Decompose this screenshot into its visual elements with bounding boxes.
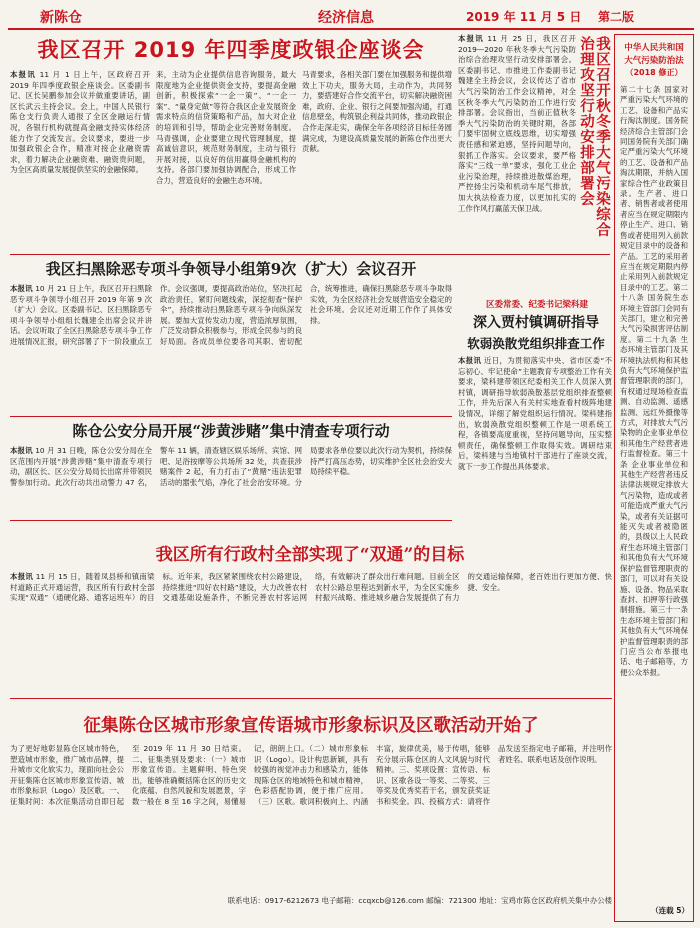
article1-text1: 11 月 1 日上午，区政府召开 2019 年四季度政银企座谈会。区委副书记、区长吴鹏参加会议并做重要讲话，副区长武云主持会议。会上，中国人民银行陈仓支行负责人通报了全区金融运行情况，各银行机构就提高金融支持实体经济能力作了交流发言。会议要求，要进一步加强政银企合作，精准对接企业融资需求，着力解决企业融资难、融资贵问题，为全区高质量发展提供坚实的金融保障。: [10, 70, 150, 175]
issue-date: 2019 年 11 月 5 日: [466, 10, 582, 24]
article4-kicker: 区委常委、纪委书记梁科建: [485, 300, 588, 310]
article7-contact: 联系电话：0917-6212673 电子邮箱：ccqxcb@126.com 邮编：721300 地址：宝鸡市陈仓区政府机关集中办公楼: [227, 896, 612, 905]
article3-body: [10, 284, 452, 414]
article3-text: 10 月 21 日上午，我区召开扫黑除恶专项斗争领导小组召开 2019 年第 9 次（扩大）会议。区委副书记、区扫黑除恶专项斗争领导小组组长魏建全出席会议并讲话。会议听取了全区扫黑除恶专项斗争工作进展情况汇报，研究部署了下一阶段重点工作。会议强调，要提高政治站位，坚决扛起政治责任，紧盯问题线索，深挖彻查“保护伞”，持续推动扫黑除恶专项斗争向纵深发展。要加大宣传发动力度，营造浓厚氛围，广泛发动群众积极参与，形成全民参与的良好局面。各成员单位要各司其职、密切配合，统筹推进，确保扫黑除恶专项斗争取得实效，为全区经济社会发展营造安全稳定的社会环境。会议还对近期工作作了具体安排。: [10, 284, 452, 346]
article6-body: [10, 572, 612, 692]
article1-title: 我区召开 2019 年四季度政银企座谈会: [37, 38, 425, 62]
section-name: 经济信息: [318, 10, 374, 26]
article1-col1: [10, 70, 150, 250]
page-header: [0, 0, 700, 28]
article1-col3: 马青要求，各相关部门要在加强服务和提供增效上下功夫，服务大局，主动作为，共同努力，要搭建好合作交流平台，切实解决融资困难，政府、企业、银行之间要加强沟通，打通信息壁垒，构筑银企利益共同体，推动政银企合作走深走实，确保全年各项经济目标任务圆满完成，为建设高质量发展的新陈仓作出更大贡献。: [302, 70, 452, 154]
article3-title: 我区扫黑除恶专项斗争领导小组第9次（扩大）会议召开: [45, 260, 417, 278]
divider-3: [10, 520, 452, 521]
article4-text: 近日，为贯彻落实中央、省市区委“不忘初心、牢记使命”主题教育专项整治工作有关要求，梁科建带领区纪委相关工作人员深入贾村镇，调研指导软弱涣散基层党组织排查整顿工作，并先后深入有关村实地查看村级阵地建设情况，详细了解党组织运行情况。梁科建指出，软弱涣散党组织整顿工作是一项系统工程，各镇要高度重视，坚持问题导向，压实整顿责任，确保整顿工作取得实效。调研结束后，梁科建与当地镇村干部进行了座谈交流，就下一步工作提出具体要求。: [458, 356, 612, 471]
article5-body: [10, 446, 452, 518]
sidebar-body: 第二十七条 国家对严重污染大气环境的工艺、设备和产品实行淘汰制度。国务院经济综合主管部门会同国务院有关部门确定严重污染大气环境的工艺、设备和产品淘汰期限，并纳入国家综合性产业政策目录。生产者、进口者、销售者或者使用者应当在规定期限内停止生产、进口、销售或者使用列入前款规定目录中的设备和产品。工艺的采用者应当在规定期限内停止采用列入前款规定目录中的工艺。第二十八条 国务院生态环境主管部门会同有关部门，建立和完善大气污染损害评估制度。第二十九条 生态环境主管部门及其环境执法机构和其他负有大气环境保护监督管理职责的部门，有权通过现场检查监测、自动监测、遥感监测、远红外摄像等方式，对排放大气污染物的企业事业单位和其他生产经营者进行监督检查。第三十条 企业事业单位和其他生产经营者违反法律法规规定排放大气污染物，造成或者可能造成严重大气污染，或者有关证据可能灭失或者被隐匿的，县级以上人民政府生态环境主管部门和其他负有大气环境保护监督管理职责的部门，可以对有关设施、设备、物品采取查封、扣押等行政强制措施。第三十一条 生态环境主管部门和其他负有大气环境保护监督管理职责的部门应当公布举报电话、电子邮箱等，方便公众举报。: [620, 85, 688, 677]
article2-text: 11 月 25 日，我区召开 2019—2020 年秋冬季大气污染防治综合治理攻坚行动安排部署会。区委副书记、市推进工作委副书记魏建全主持会议，会议传达了省市大气污染防治工作会议精神，对全区秋冬季大气污染防治工作进行安排部署。会议指出，当前正值秋冬季大气污染防治的关键时期，各部门要牢固树立底线思维，切实增强责任感和紧迫感，坚持问题导向，狠抓工作落实。会议要求，要严格落实“三线一单”要求，强化工业企业污染治理，持续推进散煤治理，严控扬尘污染和机动车尾气排放，加大执法检查力度，以更加扎实的工作作风打赢蓝天保卫战。: [458, 34, 576, 213]
law-sidebar: [614, 34, 694, 922]
article2-vertical-title: 我区召开秋冬季大气污染综合治理攻坚行动安排部署会: [578, 36, 610, 238]
divider-4: [10, 698, 612, 699]
article4-lead: 本报讯: [458, 356, 482, 365]
divider-1: [10, 254, 610, 255]
masthead: 新陈仓: [40, 10, 82, 26]
article6-text: 11 月 15 日，随着凤县桥和镇南梁村道路正式开通运营，我区所有行政村全部实现“双通”（通硬化路、通客运班车）的目标。近年来，我区紧紧围绕农村公路建设，持续推进“四好农村路”建设，大力改善农村交通基础设施条件，不断完善农村客运网络，有效解决了群众出行难问题。目前全区农村公路总里程达到新水平，为全区实施乡村振兴战略、推进城乡融合发展提供了有力的交通运输保障，老百姓出行更加方便、快捷、安全。: [10, 572, 612, 603]
sidebar-title-line1: 中华人民共和国: [624, 43, 684, 53]
article6-title: 我区所有行政村全部实现了“双通”的目标: [155, 545, 465, 565]
article6-lead: 本报讯: [10, 572, 34, 581]
article7-title: 征集陈仓区城市形象宣传语城市形象标识及区歌活动开始了: [83, 716, 539, 736]
sidebar-title-line3: （2018 修正）: [625, 68, 683, 77]
article1-col2: 来，主动为企业提供信息咨询服务，最大限度地为企业提供资金支持，要提高金融创新，积极探索“一企一策”、“一企一案”、“量身定做”等符合我区企业发展资金需求特点的信贷策略和产品，加大对企业的培训和引导，帮助企业完善财务制度。马青强调，企业要建立现代管理制度，提高诚信意识，规范财务制度，主动与银行开展对接，以良好的信用赢得金融机构的支持。各部门要加强协调配合，形成工作合力，营造良好的金融生态环境。: [156, 70, 296, 185]
article4-title-line2: 软弱涣散党组织排查工作: [467, 336, 605, 351]
header-rule: [8, 28, 694, 30]
article1-lead: 本报讯: [10, 70, 36, 79]
article2-lead: 本报讯: [458, 34, 484, 43]
article4-title-line1: 深入贾村镇调研指导: [473, 315, 599, 331]
divider-2: [10, 416, 452, 417]
article5-title: 陈仓公安分局开展“涉黄涉赌”集中清查专项行动: [72, 422, 390, 440]
article5-lead: 本报讯: [10, 446, 33, 455]
sidebar-continued: （连载 5）: [651, 906, 689, 915]
edition-label: 第二版: [598, 10, 635, 24]
article3-lead: 本报讯: [10, 284, 33, 293]
article5-text: 10 月 31 日晚，陈仓公安分局在全区范围内开展“涉黄涉赌”集中清查专项行动，副区长、区公安分局局长出席并带领民警参加行动。此次行动共出动警力 47 名，警车 11 辆，清查辖区娱乐场所、宾馆、网吧、足浴按摩等公共场所 32 处，共查获涉赌案件 2 起，有力打击了“黄赌”违法犯罪活动的嚣张气焰，净化了社会治安环境。分局要求各单位要以此次行动为契机，持续保持严打高压态势，切实维护全区社会治安大局持续平稳。: [10, 446, 452, 487]
sidebar-title-line2: 大气污染防治法: [624, 56, 684, 66]
article2-body: [458, 34, 576, 252]
article7-body: 为了更好地彰显陈仓区城市特色，塑造城市形象，推广城市品牌，提升城市文化软实力，现面向社会公开征集陈仓区城市形象宣传语、城市形象标识（Logo）及区歌。一、征集时间：本次征集活动自即日起至 2019 年 11 月 30 日结束。二、征集类别及要求：（一）城市形象宣传语。主题鲜明、特色突出，能够准确概括陈仓区的历史文化底蕴、自然风貌和发展愿景，字数一般在 8 至 16 字之间，易懂易记，朗朗上口。（二）城市形象标识（Logo）。设计构思新颖，具有较强的视觉冲击力和感染力，能体现陈仓区的地域特色和城市精神，色彩搭配协调，便于推广应用。（三）区歌。歌词积极向上、内涵丰富，旋律优美，易于传唱，能够充分展示陈仓区的人文风貌与时代精神。三、奖项设置：宣传语、标识、区歌各设一等奖、二等奖、三等奖及优秀奖若干名，颁发获奖证书和奖金。四、投稿方式：请将作品发送至指定电子邮箱，并注明作者姓名、联系电话及创作说明。: [10, 744, 612, 806]
